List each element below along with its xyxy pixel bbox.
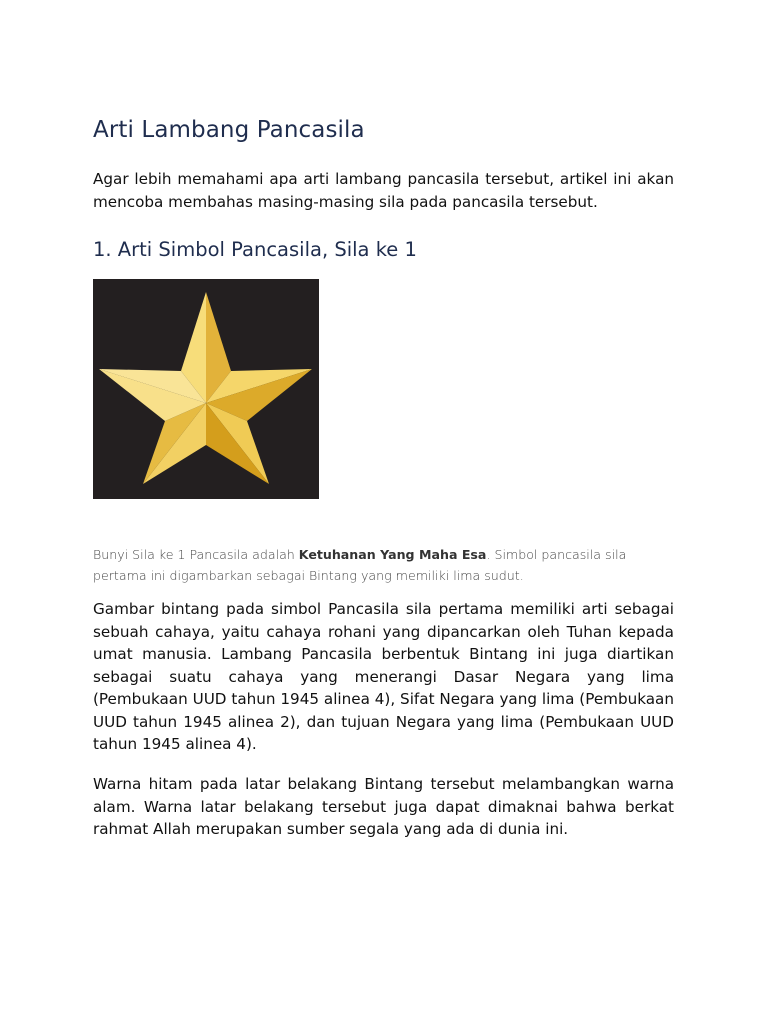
intro-paragraph: Agar lebih memahami apa arti lambang pancasila tersebut, artikel ini akan mencoba membahas masing-masing sila pada pancasila tersebut.	[93, 170, 674, 211]
caption-bold-text: Ketuhanan Yang Maha Esa	[298, 547, 487, 562]
caption-text-before: Bunyi Sila ke 1 Pancasila adalah	[93, 547, 299, 562]
caption-text-after: . Simbol pancasila sila pertama ini digambarkan sebagai Bintang yang memiliki lima sudut.	[93, 547, 627, 583]
body-paragraph-2: Warna hitam pada latar belakang Bintang tersebut melambangkan warna alam. Warna latar belakang tersebut juga dapat dimaknai bahwa berkat rahmat Allah merupakan sumber segala yang ada di dunia ini.	[93, 775, 674, 838]
star-icon	[93, 279, 319, 499]
page-title: Arti Lambang Pancasila	[93, 117, 365, 143]
star-figure	[93, 279, 319, 499]
figure-caption	[93, 544, 683, 586]
section-heading: 1. Arti Simbol Pancasila, Sila ke 1	[93, 238, 417, 261]
body-paragraph-1: Gambar bintang pada simbol Pancasila sila pertama memiliki arti sebagai sebuah cahaya, yaitu cahaya rohani yang dipancarkan oleh Tuhan kepada umat manusia. Lambang Pancasila berbentuk Bintang ini juga diartikan sebagai suatu cahaya yang menerangi Dasar Negara yang lima (Pembukaan UUD tahun 1945 alinea 4), Sifat Negara yang lima (Pembukaan UUD tahun 1945 alinea 2), dan tujuan Negara yang lima (Pembukaan UUD tahun 1945 alinea 4).	[93, 600, 674, 753]
